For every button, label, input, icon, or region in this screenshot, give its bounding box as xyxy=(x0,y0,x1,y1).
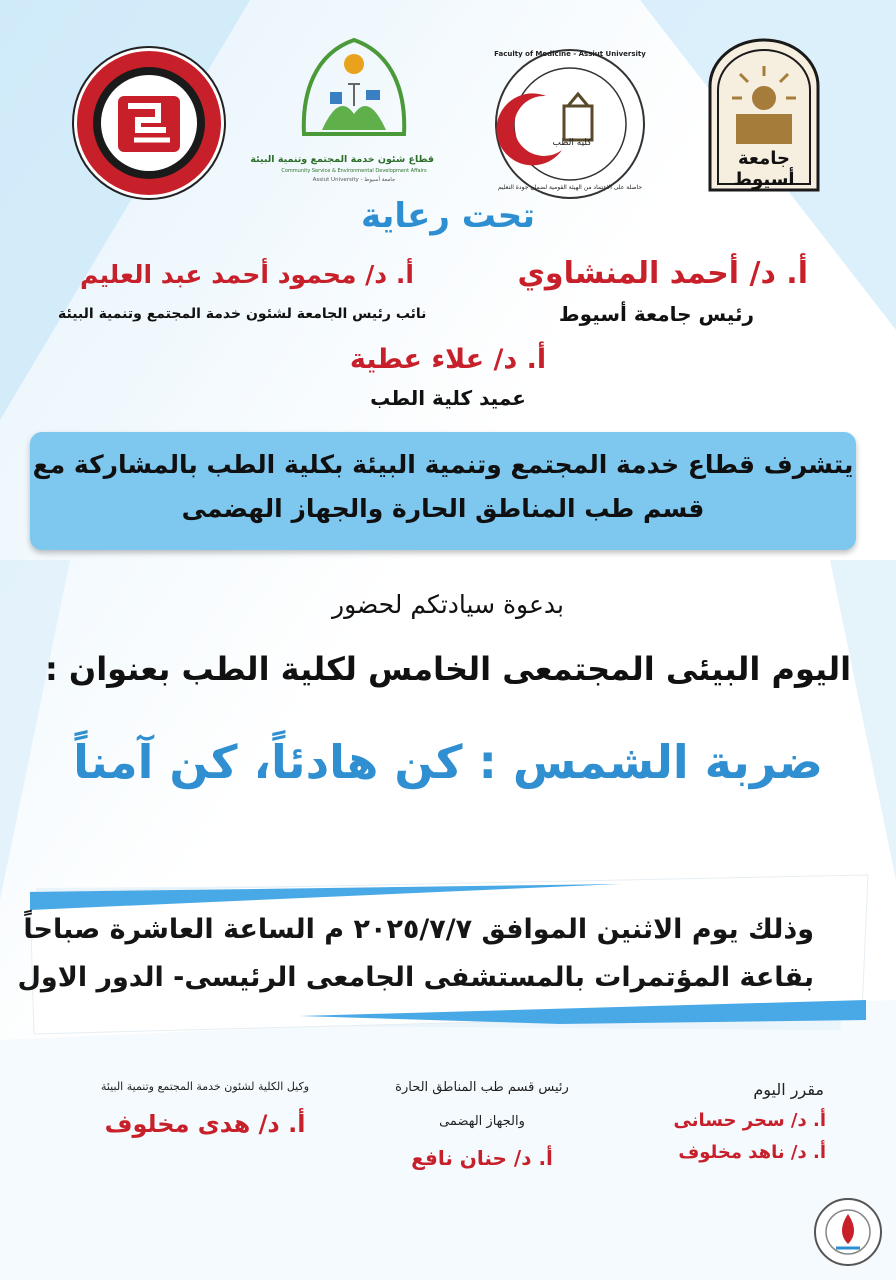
rapporteur-name-2: أ. د/ ناهد مخلوف xyxy=(678,1142,826,1163)
dept-head-title-2: والجهاز الهضمى xyxy=(439,1114,525,1129)
rapporteur-title: مقرر اليوم xyxy=(753,1080,824,1099)
faculty-medicine-ring-en: Faculty of Medicine - Assiut University xyxy=(494,50,646,58)
details-line-2: بقاعة المؤتمرات بالمستشفى الجامعى الرئيسى- الدور الاول xyxy=(17,962,814,993)
faculty-medicine-logo xyxy=(492,46,648,202)
community-sector-logo xyxy=(250,34,434,194)
quality-emblem-icon xyxy=(812,1196,884,1268)
community-sector-name-en: Community Service & Environmental Development Affairs xyxy=(281,168,427,174)
dean-title: عميد كلية الطب xyxy=(370,386,526,410)
tropical-dept-logo xyxy=(70,44,228,202)
dean-name: أ. د/ علاء عطية xyxy=(349,344,547,375)
community-sector-name-ar: قطاع شئون خدمة المجتمع وتنمية البيئة xyxy=(250,154,434,165)
organizer-banner xyxy=(30,432,856,550)
president-title: رئيس جامعة أسيوط xyxy=(558,302,754,326)
details-card xyxy=(17,880,864,1030)
assiut-university-name: جامعة أسيوط xyxy=(733,148,795,190)
details-line-1: وذلك يوم الاثنين الموافق ٢٠٢٥/٧/٧ م الساعة العاشرة صباحاً xyxy=(23,914,814,945)
dept-head-title-1: رئيس قسم طب المناطق الحارة xyxy=(395,1080,569,1095)
vice-president-name: أ. د/ محمود أحمد عبد العليم xyxy=(80,260,414,289)
event-title: اليوم البيئى المجتمعى الخامس لكلية الطب بعنوان : xyxy=(44,650,852,688)
invitation-text: بدعوة سيادتكم لحضور xyxy=(332,590,564,619)
assiut-university-logo xyxy=(706,36,822,194)
faculty-medicine-label: كلية الطب xyxy=(552,138,592,148)
quality-unit-emblem xyxy=(812,1196,884,1268)
banner-line-1: يتشرف قطاع خدمة المجتمع وتنمية البيئة بكلية الطب بالمشاركة مع xyxy=(32,450,854,479)
event-subtitle: ضربة الشمس : كن هادئاً، كن آمناً xyxy=(73,735,823,789)
community-sector-sub: Assiut University - جامعة أسيوط xyxy=(312,177,396,183)
leaf-emblem-icon xyxy=(274,34,434,154)
president-name: أ. د/ أحمد المنشاوي xyxy=(517,256,808,291)
banner-line-2: قسم طب المناطق الحارة والجهاز الهضمى xyxy=(181,494,705,523)
rapporteur-name-1: أ. د/ سحر حسانى xyxy=(673,1110,826,1131)
tropical-dept-logo-icon xyxy=(70,44,228,202)
vice-dean-title: وكيل الكلية لشئون خدمة المجتمع وتنمية البيئة xyxy=(100,1080,310,1093)
faculty-medicine-logo-icon xyxy=(492,46,648,202)
vice-dean-name: أ. د/ هدى مخلوف xyxy=(104,1110,306,1138)
faculty-medicine-ring-ar: حاصلة على الاعتماد من الهيئة القومية لضمان جودة التعليم xyxy=(497,184,643,191)
dept-head-name: أ. د/ حنان نافع xyxy=(411,1146,553,1170)
vice-president-title: نائب رئيس الجامعة لشئون خدمة المجتمع وتنمية البيئة xyxy=(58,306,427,322)
patronage-heading: تحت رعاية xyxy=(360,196,536,236)
